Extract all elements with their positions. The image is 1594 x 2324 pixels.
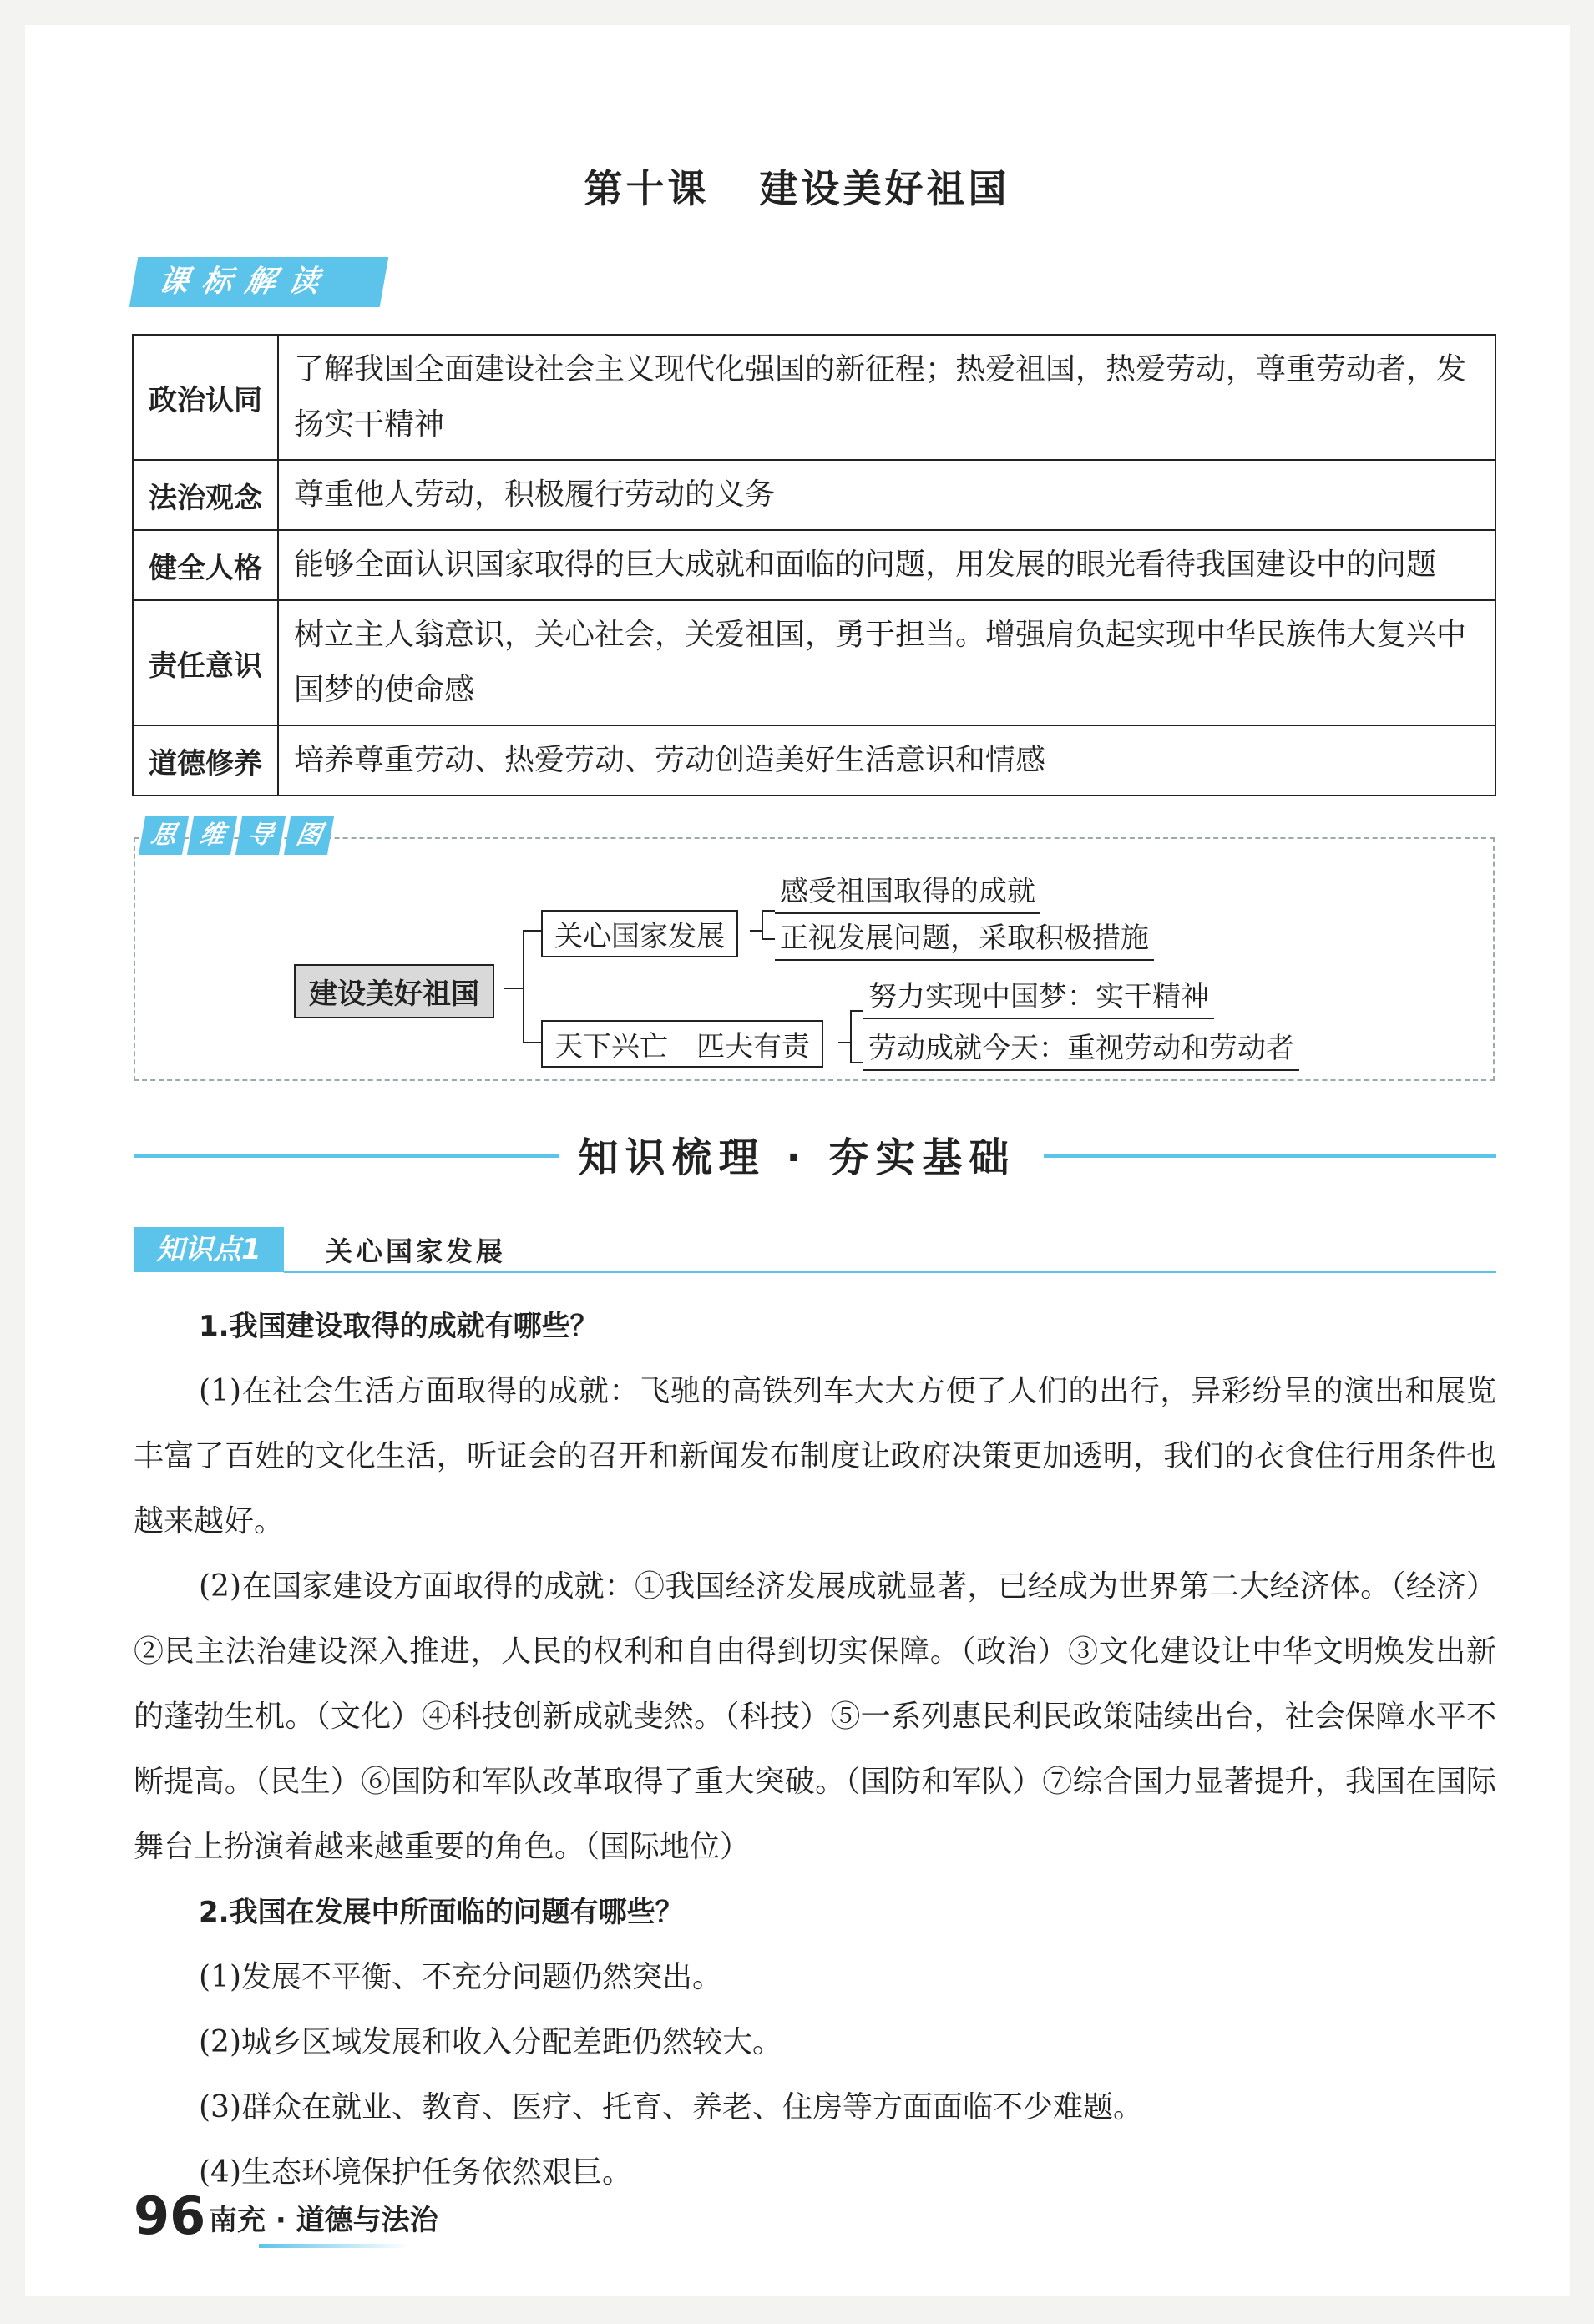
table-value: 了解我国全面建设社会主义现代化强国的新征程；热爱祖国，热爱劳动，尊重劳动者，发扬实干精神: [278, 335, 1495, 460]
table-row: [133, 530, 1495, 600]
mindmap-leaf: 努力实现中国梦：实干精神: [863, 973, 1214, 1019]
table-value: 尊重他人劳动，积极履行劳动的义务: [278, 460, 1495, 530]
table-value: 树立主人翁意识，关心社会，关爱祖国，勇于担当。增强肩负起实现中华民族伟大复兴中国梦的使命感: [278, 600, 1495, 725]
footer-rule: [259, 2244, 409, 2248]
mindmap-tag-char: 维: [187, 816, 237, 855]
answer-item: (3)群众在就业、教育、医疗、托育、养老、住房等方面面临不少难题。: [199, 2090, 1143, 2124]
connector: [750, 930, 762, 932]
connector: [523, 1042, 541, 1043]
mindmap-root: 建设美好祖国: [294, 964, 494, 1018]
mindmap-tag-char: 导: [235, 816, 286, 855]
knowledge-point-tag: 知识点1: [134, 1227, 284, 1272]
table-row: [133, 335, 1495, 460]
connector: [762, 938, 775, 940]
table-key: 责任意识: [133, 600, 278, 725]
table-row: [133, 460, 1495, 530]
page-number: 96: [134, 2185, 206, 2246]
connector: [850, 1010, 863, 1012]
answer-paragraph: (1)在社会生活方面取得的成就：飞驰的高铁列车大大方便了人们的出行，异彩纷呈的演出和展览丰富了百姓的文化生活，听证会的召开和新闻发布制度让政府决策更加透明，我们的衣食住行用条件也越来越好。: [134, 1374, 1496, 1538]
table-row: [133, 600, 1495, 725]
standards-table: [132, 334, 1496, 796]
connector: [762, 910, 775, 912]
connector: [762, 910, 763, 940]
table-key: 法治观念: [133, 460, 278, 530]
mindmap-branch-2: 天下兴亡 匹夫有责: [541, 1020, 823, 1068]
lesson-title: [0, 159, 1594, 214]
lesson-number: 第十课: [584, 166, 710, 211]
section-banner: 知识梳理 · 夯实基础: [578, 1134, 1016, 1181]
connector: [504, 988, 523, 989]
table-key: 道德修养: [133, 725, 278, 796]
connector: [523, 930, 541, 932]
knowledge-point-title: 关心国家发展: [326, 1235, 507, 1267]
connector: [850, 1062, 863, 1063]
mindmap-tag-char: 思: [139, 816, 189, 855]
connector: [850, 1010, 852, 1063]
mindmap-tag-char: 图: [284, 816, 334, 855]
content-body: [134, 1294, 1496, 2205]
table-key: 健全人格: [133, 530, 278, 600]
table-value: 能够全面认识国家取得的巨大成就和面临的问题，用发展的眼光看待我国建设中的问题: [278, 530, 1495, 600]
table-row: [133, 725, 1495, 796]
question: 2.我国在发展中所面临的问题有哪些？: [199, 1896, 684, 1929]
mindmap-leaf: 劳动成就今天：重视劳动和劳动者: [863, 1025, 1299, 1071]
mindmap-leaf: 感受祖国取得的成就: [775, 868, 1040, 914]
answer-item: (2)城乡区域发展和收入分配差距仍然较大。: [199, 2025, 782, 2059]
table-key: 政治认同: [133, 335, 278, 460]
question: 1.我国建设取得的成就有哪些？: [199, 1310, 599, 1343]
knowledge-point-rule: [284, 1271, 1496, 1273]
footer-subtitle: 南充 · 道德与法治: [209, 2204, 438, 2237]
connector: [523, 930, 524, 1043]
mindmap-branch-1: 关心国家发展: [541, 910, 738, 957]
answer-item: (4)生态环境保护任务依然艰巨。: [199, 2155, 632, 2190]
table-value: 培养尊重劳动、热爱劳动、劳动创造美好生活意识和情感: [278, 725, 1495, 796]
lesson-name: 建设美好祖国: [759, 166, 1010, 211]
mindmap-leaf: 正视发展问题，采取积极措施: [775, 915, 1154, 961]
answer-paragraph: (2)在国家建设方面取得的成就：①我国经济发展成就显著，已经成为世界第二大经济体。（经济）②民主法治建设深入推进，人民的权利和自由得到切实保障。（政治）③文化建设让中华文明焕发出新的蓬勃生机。（文化）④科技创新成就斐然。（科技）⑤一系列惠民利民政策陆续出台，社会保障水平不断提高。（民生）⑥国防和军队改革取得了重大突破。（国防和军队）⑦综合国力显著提升，我国在国际舞台上扮演着越来越重要的角色。（国际地位）: [134, 1569, 1496, 1864]
answer-item: (1)发展不平衡、不充分问题仍然突出。: [199, 1960, 722, 1994]
connector: [838, 1042, 850, 1043]
standards-tag: 课标解读: [129, 257, 389, 307]
